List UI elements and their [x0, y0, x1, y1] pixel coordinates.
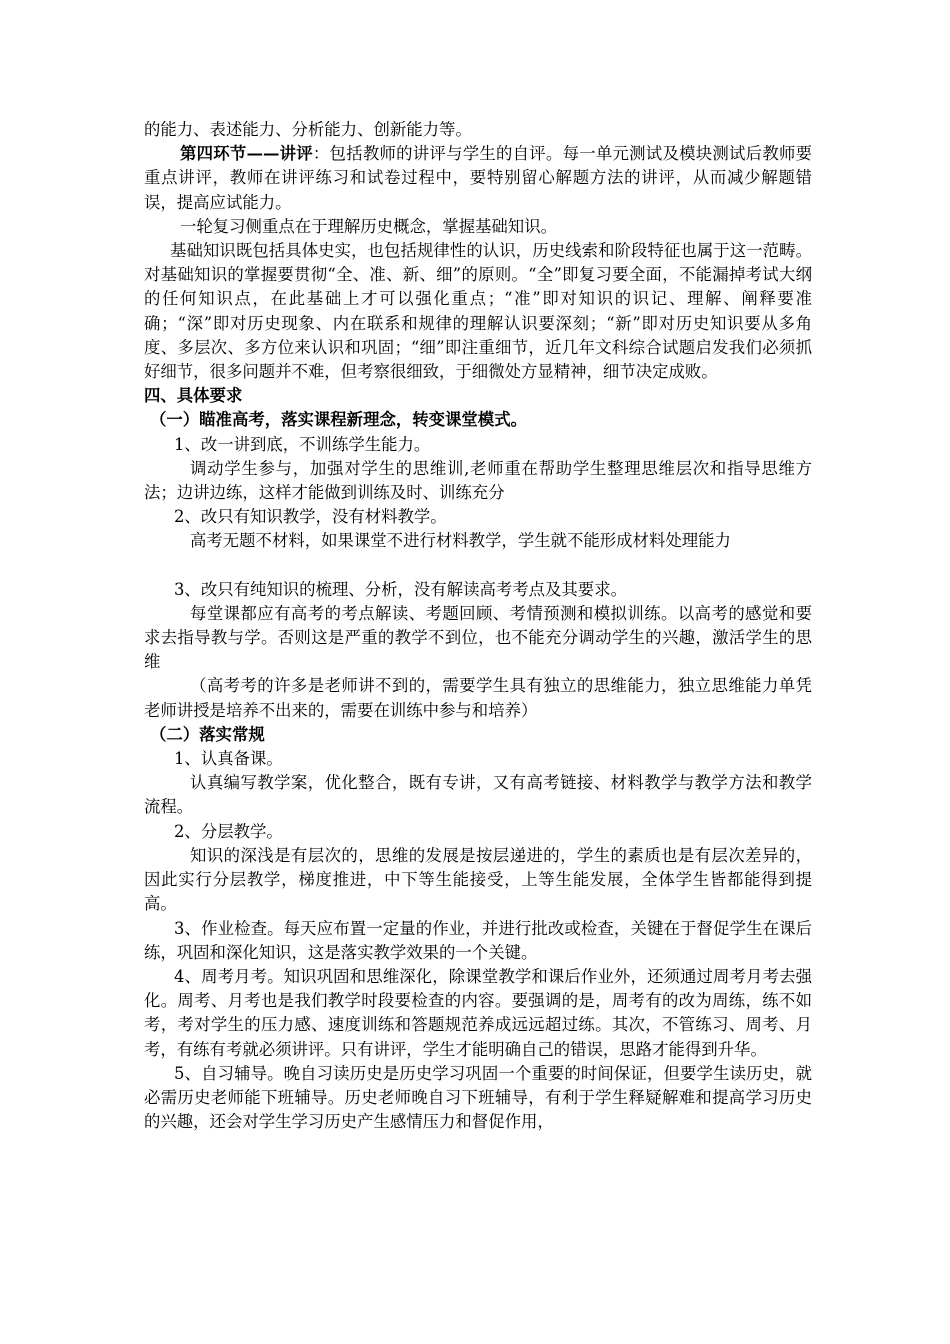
step-text: ：包括教师的讲评与学生的自评。每一单元测试及模块测试后教师要重点讲评，教师在讲评练习和试卷过程中，要特别留心解题方法的讲评，从而减少解题错误，提高应试能力。 [144, 144, 812, 212]
subsection-heading: （二）落实常规 [150, 724, 265, 744]
list-item: 2、分层教学。 [174, 821, 283, 841]
paragraph-review-step [144, 142, 812, 215]
list-item: 3、改只有纯知识的梳理、分析，没有解读高考考点及其要求。 [174, 579, 627, 599]
paragraph: 每堂课都应有高考的考点解读、考题回顾、考情预测和模拟训练。以高考的感觉和要求去指导教与学。否则这是严重的教学不到位，也不能充分调动学生的兴趣，激活学生的思维 [144, 603, 812, 672]
section-heading: 四、具体要求 [144, 386, 243, 406]
step-heading: 第四环节——讲评 [180, 144, 313, 164]
blank-line [144, 554, 812, 578]
paragraph: 调动学生参与，加强对学生的思维训,老师重在帮助学生整理思维层次和指导思维方法；边讲边练，这样才能做到训练及时、训练充分 [144, 458, 812, 503]
list-item: 3、作业检查。每天应布置一定量的作业，并进行批改或检查，关键在于督促学生在课后练，巩固和深化知识，这是落实教学效果的一个关键。 [144, 918, 812, 962]
subsection-heading: （一）瞄准高考，落实课程新理念，转变课堂模式。 [150, 410, 527, 430]
paragraph: 认真编写教学案，优化整合，既有专讲，又有高考链接、材料教学与教学方法和教学流程。 [144, 773, 812, 817]
list-item: 2、改只有知识教学，没有材料教学。 [174, 507, 447, 527]
list-item: 5、自习辅导。晚自习读历史是历史学习巩固一个重要的时间保证，但要学生读历史，就必需历史老师能下班辅导。历史老师晚自习下班辅导，有利于学生释疑解难和提高学习历史的兴趣，还会对学生学习历史产生感情压力和督促作用， [144, 1063, 812, 1132]
paragraph: 基础知识既包括具体史实，也包括规律性的认识，历史线索和阶段特征也属于这一范畴。对基础知识的掌握要贯彻“全、准、新、细”的原则。“全”即复习要全面，不能漏掉考试大纲的任何知识点，在此基础上才可以强化重点；“准”即对知识的识记、理解、阐释要准确；“深”即对历史现象、内在联系和规律的理解认识要深刻；“新”即对历史知识要从多角度、多层次、多方位来认识和巩固；“细”即注重细节，近几年文科综合试题启发我们必须抓好细节，很多问题并不难，但考察很细致，于细微处方显精神，细节决定成败。 [144, 241, 812, 382]
list-item: 1、认真备课。 [174, 749, 283, 769]
paragraph: 一轮复习侧重点在于理解历史概念，掌握基础知识。 [180, 216, 557, 236]
paragraph: 的能力、表述能力、分析能力、创新能力等。 [144, 120, 472, 139]
document-page [144, 118, 812, 1134]
paragraph-note: （高考考的许多是老师讲不到的，需要学生具有独立的思维能力，独立思维能力单凭老师讲授是培养不出来的，需要在训练中参与和培养） [144, 676, 812, 720]
list-item: 1、改一讲到底，不训练学生能力。 [174, 434, 431, 454]
paragraph: 高考无题不材料，如果课堂不进行材料教学，学生就不能形成材料处理能力 [190, 531, 731, 551]
paragraph: 知识的深浅是有层次的，思维的发展是按层递进的，学生的素质也是有层次差异的，因此实行分层教学，梯度推进，中下等生能接受，上等生能发展，全体学生皆都能得到提高。 [144, 845, 812, 914]
list-item: 4、周考月考。知识巩固和思维深化，除课堂教学和课后作业外，还须通过周考月考去强化。周考、月考也是我们教学时段要检查的内容。要强调的是，周考有的改为周练，练不如考，考对学生的压力感、速度训练和答题规范养成远远超过练。其次，不管练习、周考、月考，有练有考就必须讲评。只有讲评，学生才能明确自己的错误，思路才能得到升华。 [144, 966, 812, 1059]
